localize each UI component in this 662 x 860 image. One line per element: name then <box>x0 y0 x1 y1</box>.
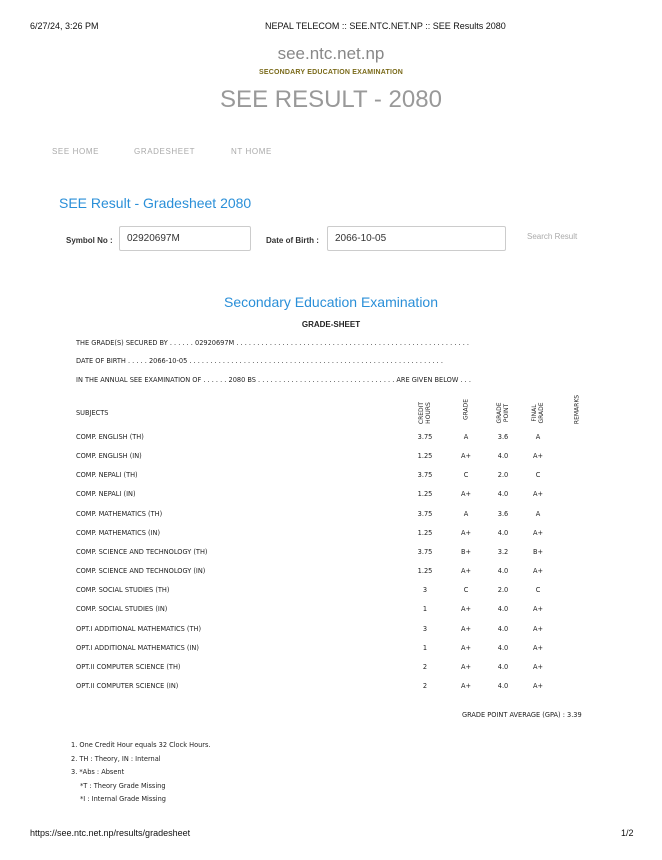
col-final-grade: FINAL GRADE <box>531 402 545 424</box>
site-domain: see.ntc.net.np <box>277 44 385 63</box>
row-grade: A <box>463 433 469 441</box>
row-subject: COMP. MATHEMATICS (IN) <box>76 528 161 537</box>
row-credit: 2 <box>422 681 428 690</box>
note-4: *T : Theory Grade Missing <box>80 782 166 790</box>
row-grade-point: 4.0 <box>497 605 509 614</box>
col-grade: GRADE <box>462 398 470 421</box>
row-final-grade: C <box>535 471 541 480</box>
row-credit: 1.25 <box>417 490 433 499</box>
row-grade-point: 3.2 <box>497 547 509 556</box>
nav-see-home[interactable]: SEE HOME <box>52 147 100 156</box>
row-grade-point: 4.0 <box>497 662 509 671</box>
sheet-title: Secondary Education Examination <box>223 294 439 310</box>
row-final-grade: A+ <box>532 567 544 576</box>
symbol-input[interactable]: 02920697M <box>119 226 251 251</box>
row-credit: 3.75 <box>417 509 433 518</box>
row-credit: 1 <box>422 643 428 652</box>
row-final-grade: A+ <box>532 490 544 499</box>
row-credit: 1.25 <box>417 567 433 576</box>
row-final-grade: A+ <box>532 452 544 461</box>
row-credit: 3 <box>422 624 428 633</box>
row-final-grade: A+ <box>532 528 544 537</box>
symbol-label: Symbol No : <box>66 236 113 245</box>
row-credit: 1 <box>422 605 428 614</box>
col-subjects: SUBJECTS <box>76 409 109 417</box>
row-final-grade: A <box>535 509 541 518</box>
row-grade: A+ <box>460 452 472 461</box>
note-1: 1. One Credit Hour equals 32 Clock Hours. <box>71 741 211 749</box>
row-subject: COMP. NEPALI (TH) <box>76 471 138 480</box>
row-subject: COMP. SCIENCE AND TECHNOLOGY (IN) <box>76 567 206 576</box>
row-grade-point: 4.0 <box>497 681 509 690</box>
print-title: NEPAL TELECOM :: SEE.NTC.NET.NP :: SEE Results 2080 <box>265 21 506 31</box>
row-final-grade: C <box>535 586 541 595</box>
row-subject: OPT.II COMPUTER SCIENCE (IN) <box>76 681 179 690</box>
row-grade: C <box>463 586 469 595</box>
page-number: 1/2 <box>621 828 634 838</box>
row-grade: C <box>463 471 469 480</box>
row-grade: A+ <box>460 662 472 671</box>
row-final-grade: A+ <box>532 681 544 690</box>
print-datetime: 6/27/24, 3:26 PM <box>30 21 99 31</box>
row-grade-point: 2.0 <box>497 586 509 595</box>
row-grade-point: 3.6 <box>497 509 509 518</box>
row-grade: A+ <box>460 528 472 537</box>
row-grade-point: 4.0 <box>497 624 509 633</box>
row-grade: A+ <box>460 681 472 690</box>
row-final-grade: A <box>535 433 541 441</box>
row-subject: OPT.I ADDITIONAL MATHEMATICS (IN) <box>76 643 199 652</box>
row-subject: COMP. NEPALI (IN) <box>76 490 136 499</box>
row-grade: B+ <box>460 547 472 556</box>
dob-input[interactable]: 2066-10-05 <box>327 226 506 251</box>
row-grade-point: 3.6 <box>497 433 509 441</box>
note-3: 3. *Abs : Absent <box>71 768 125 776</box>
note-2: 2. TH : Theory, IN : Internal <box>71 755 161 763</box>
col-remarks: REMARKS <box>573 394 581 425</box>
row-final-grade: A+ <box>532 662 544 671</box>
row-final-grade: A+ <box>532 624 544 633</box>
row-credit: 1.25 <box>417 452 433 461</box>
gpa: GRADE POINT AVERAGE (GPA) : 3.39 <box>462 711 582 719</box>
exam-line: IN THE ANNUAL SEE EXAMINATION OF . . . . . . 2080 BS . . . . . . . . . . . . . . . . . . . . . . . . . . . . . . . . . ARE GIVEN BELOW . . . <box>76 376 471 384</box>
row-final-grade: A+ <box>532 605 544 614</box>
row-subject: COMP. SOCIAL STUDIES (TH) <box>76 586 170 595</box>
row-grade: A+ <box>460 490 472 499</box>
row-credit: 3.75 <box>417 547 433 556</box>
row-final-grade: A+ <box>532 643 544 652</box>
row-final-grade: B+ <box>532 547 544 556</box>
search-result-button[interactable]: Search Result <box>527 232 578 241</box>
row-subject: COMP. ENGLISH (TH) <box>76 433 144 441</box>
row-grade: A <box>463 509 469 518</box>
row-credit: 3.75 <box>417 471 433 480</box>
row-grade-point: 4.0 <box>497 567 509 576</box>
row-grade-point: 4.0 <box>497 528 509 537</box>
row-grade: A+ <box>460 605 472 614</box>
row-grade: A+ <box>460 567 472 576</box>
row-subject: COMP. MATHEMATICS (TH) <box>76 509 163 518</box>
note-5: *I : Internal Grade Missing <box>80 795 166 803</box>
row-credit: 3 <box>422 586 428 595</box>
nav-nt-home[interactable]: NT HOME <box>231 147 272 156</box>
row-grade: A+ <box>460 624 472 633</box>
row-subject: COMP. SCIENCE AND TECHNOLOGY (TH) <box>76 547 208 556</box>
row-grade-point: 2.0 <box>497 471 509 480</box>
dob-label: Date of Birth : <box>266 236 319 245</box>
print-url: https://see.ntc.net.np/results/gradesheet <box>30 828 191 838</box>
row-subject: COMP. ENGLISH (IN) <box>76 452 142 461</box>
row-grade: A+ <box>460 643 472 652</box>
secured-by-line: THE GRADE(S) SECURED BY . . . . . . 02920697M . . . . . . . . . . . . . . . . . . . . . . . . . . . . . . . . . . . . . . . . . . . . . . . . . . . . . . . . <box>76 339 469 347</box>
row-subject: COMP. SOCIAL STUDIES (IN) <box>76 605 168 614</box>
form-heading: SEE Result - Gradesheet 2080 <box>59 195 252 211</box>
row-subject: OPT.I ADDITIONAL MATHEMATICS (TH) <box>76 624 202 633</box>
dob-line: DATE OF BIRTH . . . . . 2066-10-05 . . . . . . . . . . . . . . . . . . . . . . . . . . . . . . . . . . . . . . . . . . . . . . . . . . . . . . . . . . . . . <box>76 357 443 365</box>
row-grade-point: 4.0 <box>497 490 509 499</box>
site-title: SEE RESULT - 2080 <box>220 86 442 113</box>
site-subtitle: SECONDARY EDUCATION EXAMINATION <box>258 69 403 76</box>
row-credit: 3.75 <box>417 433 433 441</box>
row-credit: 1.25 <box>417 528 433 537</box>
row-grade-point: 4.0 <box>497 643 509 652</box>
col-credit: CREDIT HOURS <box>418 401 432 425</box>
row-grade-point: 4.0 <box>497 452 509 461</box>
row-credit: 2 <box>422 662 428 671</box>
nav-gradesheet[interactable]: GRADESHEET <box>134 147 196 156</box>
row-subject: OPT.II COMPUTER SCIENCE (TH) <box>76 662 181 671</box>
sheet-subtitle: GRADE-SHEET <box>301 320 361 329</box>
col-grade-point: GRADE POINT <box>496 402 510 424</box>
